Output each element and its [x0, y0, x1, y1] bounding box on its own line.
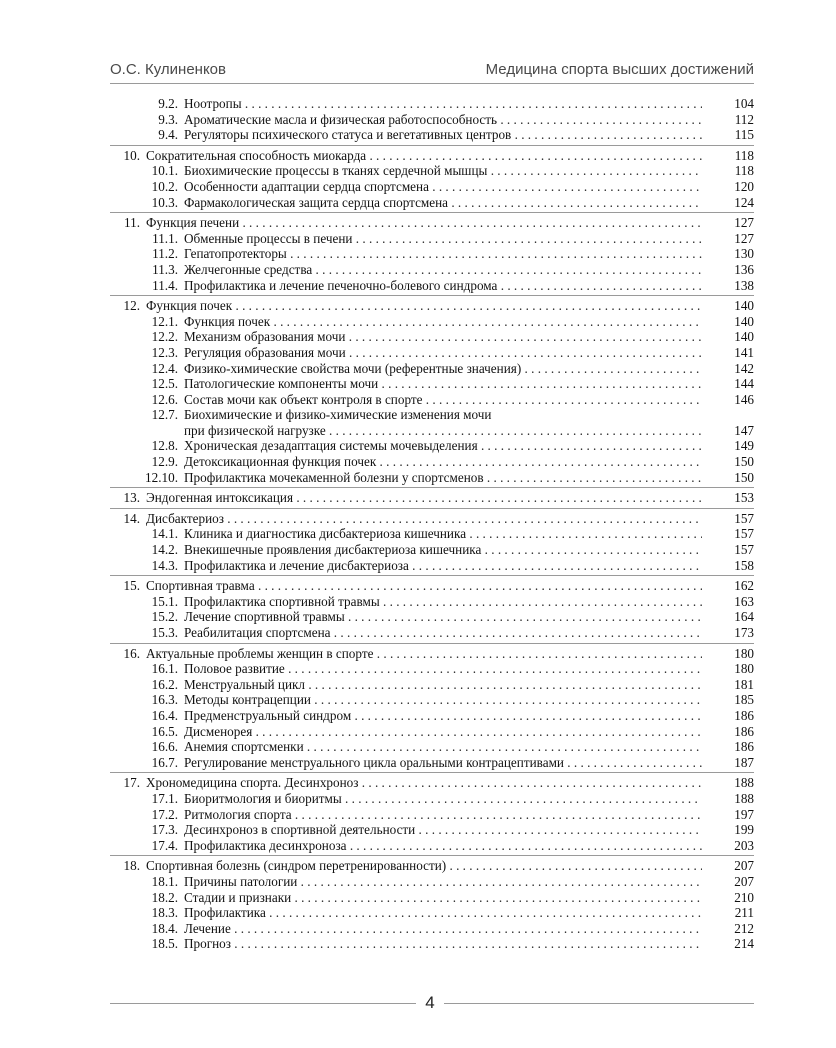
toc-entry-title: Стадии и признаки . . . [184, 890, 702, 906]
toc-section-row[interactable] [110, 407, 754, 423]
toc-entry-number: 12.3. [151, 344, 178, 360]
toc-entry-page: 187 [734, 754, 754, 770]
toc-entry-number: 10.3. [151, 194, 178, 210]
toc-entry-page: 127 [734, 215, 754, 231]
toc-section-row[interactable] [110, 890, 754, 906]
toc-entry-number: 15.2. [151, 609, 178, 625]
toc-entry-title: Профилактика . . . [184, 905, 702, 921]
toc-entry-title: Лечение . . . [184, 921, 702, 937]
toc-entry-page: 136 [734, 261, 754, 277]
toc-entry-page: 181 [734, 676, 754, 692]
toc-section-row[interactable] [110, 625, 754, 641]
toc-entry-title: Функция почек . . . [146, 298, 702, 314]
toc-entry-page: 127 [734, 230, 754, 246]
toc-entry-title: Дисменорея . . . [184, 724, 702, 740]
toc-entry-number: 13. [123, 490, 140, 506]
toc-entry-title: Ритмология спорта . . . [184, 807, 702, 823]
toc-entry-number: 17.1. [151, 790, 178, 806]
toc-section-row[interactable] [110, 822, 754, 838]
toc-entry-page: 104 [734, 96, 754, 111]
toc-entry-title: Реабилитация спортсмена . . . [184, 625, 702, 641]
toc-section-row[interactable] [110, 807, 754, 823]
toc-entry-title: Желчегонные средства . . . [184, 262, 702, 278]
toc-entry-number: 15.1. [151, 593, 178, 609]
toc-entry-title: Профилактика и лечение печеночно-болевого синдрома . . . [184, 278, 702, 294]
toc-entry-title: Эндогенная интоксикация . . . [146, 490, 702, 506]
toc-entry-number: 18.5. [151, 936, 178, 952]
toc-entry-page: 147 [734, 422, 754, 438]
toc-entry-page: 180 [734, 645, 754, 661]
running-header [110, 56, 754, 78]
toc-section-row[interactable] [110, 262, 754, 278]
toc-section-row[interactable] [110, 739, 754, 755]
toc-entry-page: 158 [734, 557, 754, 573]
toc-entry-title: Механизм образования мочи . . . [184, 329, 702, 345]
toc-entry-page: 149 [734, 438, 754, 454]
toc-section-row[interactable] [110, 195, 754, 211]
toc-entry-number: 12.8. [151, 438, 178, 454]
toc-section-row[interactable] [110, 838, 754, 854]
toc-entry-page: 150 [734, 454, 754, 470]
toc-entry-number: 18.4. [151, 920, 178, 936]
toc-entry-page: 180 [734, 661, 754, 677]
footer-rule-right [444, 1003, 754, 1004]
toc-entry-title: Функция печени . . . [146, 215, 702, 231]
toc-section-row[interactable] [110, 677, 754, 693]
toc-chapter-row[interactable] [110, 215, 754, 231]
toc-entry-page: 207 [734, 858, 754, 874]
toc-entry-page: 141 [734, 344, 754, 360]
toc-chapter-row[interactable] [110, 578, 754, 594]
toc-entry-number: 14. [123, 510, 140, 526]
toc-entry-page: 203 [734, 837, 754, 853]
toc-entry-page: 212 [734, 920, 754, 936]
toc-entry-title: Методы контрацепции . . . [184, 692, 702, 708]
toc-entry-number: 12.5. [151, 376, 178, 392]
toc-section-row[interactable] [110, 558, 754, 574]
toc-entry-page: 185 [734, 692, 754, 708]
toc-entry-page: 186 [734, 739, 754, 755]
toc-entry-number: 12.1. [151, 313, 178, 329]
toc-section-row[interactable] [110, 905, 754, 921]
toc-entry-number: 10.2. [151, 178, 178, 194]
toc-section-row[interactable] [110, 345, 754, 361]
toc-section-row[interactable] [110, 392, 754, 408]
toc-entry-title: Фармакологическая защита сердца спортсмена . . . [184, 195, 702, 211]
toc-entry-number: 12.2. [151, 329, 178, 345]
toc-section-row[interactable] [110, 179, 754, 195]
toc-entry-number: 11.1. [152, 230, 178, 246]
toc-entry-number: 12.4. [151, 360, 178, 376]
toc-entry-number: 18.2. [151, 889, 178, 905]
toc-entry-number: 9.2. [158, 96, 178, 111]
toc-section-row[interactable] [110, 423, 754, 439]
toc-entry-title: Ароматические масла и физическая работоспособность . . . [184, 112, 702, 128]
toc-section-row[interactable] [110, 542, 754, 558]
footer-rule-left [110, 1003, 416, 1004]
toc-entry-number: 16.7. [151, 754, 178, 770]
toc-entry-title: Спортивная травма . . . [146, 578, 702, 594]
toc-section-row[interactable] [110, 470, 754, 486]
toc-section-row[interactable] [110, 438, 754, 454]
toc-entry-page: 188 [734, 790, 754, 806]
toc-entry-number: 18. [123, 858, 140, 874]
toc-entry-page: 199 [734, 822, 754, 838]
toc-entry-number: 9.3. [158, 111, 178, 127]
toc-entry-page: 157 [734, 510, 754, 526]
toc-entry-number: 11.4. [152, 277, 178, 293]
toc-entry-page: 140 [734, 298, 754, 314]
page-number: 4 [425, 993, 435, 1012]
toc-entry-number: 18.1. [151, 873, 178, 889]
toc-entry-number: 17.4. [151, 837, 178, 853]
toc-entry-page: 210 [734, 889, 754, 905]
toc-section-row[interactable] [110, 163, 754, 179]
toc-entry-page: 140 [734, 329, 754, 345]
toc-entry-page: 211 [734, 905, 754, 921]
toc-entry-page: 118 [734, 163, 754, 179]
toc-entry-number: 16.3. [151, 692, 178, 708]
toc-entry-title: Хрономедицина спорта. Десинхроноз . . . [146, 775, 702, 791]
toc-chapter-row[interactable] [110, 858, 754, 874]
toc-section-row[interactable] [110, 231, 754, 247]
toc-chapter-row[interactable] [110, 775, 754, 791]
toc-entry-page: 150 [734, 469, 754, 485]
toc-entry-number: 9.4. [158, 127, 178, 143]
toc-entry-page: 138 [734, 277, 754, 293]
toc-entry-page: 188 [734, 775, 754, 791]
toc-entry-title: Прогноз . . . [184, 936, 702, 952]
toc-section-row[interactable] [110, 454, 754, 470]
toc-entry-title: Особенности адаптации сердца спортсмена . . . [184, 179, 702, 195]
toc-entry-title: Предменструальный синдром . . . [184, 708, 702, 724]
toc-entry-number: 15. [123, 578, 140, 594]
toc-entry-page: 173 [734, 625, 754, 640]
toc-section-row[interactable] [110, 609, 754, 625]
toc-section-row[interactable] [110, 724, 754, 740]
toc-section-row[interactable] [110, 246, 754, 262]
toc-entry-title: Клиника и диагностика дисбактериоза кишечника . . . [184, 526, 702, 542]
toc-section-row[interactable] [110, 526, 754, 542]
toc-entry-page: 186 [734, 723, 754, 739]
toc-section-row[interactable] [110, 661, 754, 677]
toc-entry-number: 15.3. [151, 625, 178, 640]
toc-chapter-row[interactable] [110, 298, 754, 314]
toc-entry-page: 115 [734, 127, 754, 143]
toc-entry-page: 157 [734, 542, 754, 558]
toc-entry-number: 16.4. [151, 707, 178, 723]
toc-entry-number: 11.2. [152, 246, 178, 262]
toc-entry-number: 12. [123, 298, 140, 314]
toc-section-row[interactable] [110, 708, 754, 724]
toc-entry-title: Гепатопротекторы . . . [184, 246, 702, 262]
toc-entry-title: Актуальные проблемы женщин в спорте . . . [146, 646, 702, 662]
toc-section-row[interactable] [110, 376, 754, 392]
toc-entry-number: 12.9. [151, 454, 178, 470]
toc-entry-title: Детоксикационная функция почек . . . [184, 454, 702, 470]
toc-entry-number: 12.10. [145, 469, 178, 485]
toc-entry-title: Регуляторы психического статуса и вегетативных центров . . . [184, 127, 702, 143]
toc-entry-page: 214 [734, 936, 754, 952]
toc-entry-page: 120 [734, 178, 754, 194]
toc-chapter-row[interactable] [110, 490, 754, 506]
header-author: О.С. Кулиненков [110, 61, 226, 78]
toc-entry-page: 162 [734, 578, 754, 594]
toc-entry-page: 146 [734, 391, 754, 407]
toc-entry-title: Десинхроноз в спортивной деятельности . . . [184, 822, 702, 838]
toc-entry-number: 17.2. [151, 806, 178, 822]
toc-entry-page: 186 [734, 707, 754, 723]
toc-section-row[interactable] [110, 278, 754, 294]
toc-entry-number: 10. [123, 147, 140, 163]
toc-entry-number: 16.6. [151, 739, 178, 755]
toc-entry-title: Лечение спортивной травмы . . . [184, 609, 702, 625]
toc-entry-title: Хроническая дезадаптация системы мочевыделения . . . [184, 438, 702, 454]
toc-entry-title: Регуляция образования мочи . . . [184, 345, 702, 361]
toc-entry-page: 164 [734, 609, 754, 625]
toc-section-row[interactable] [110, 112, 754, 128]
toc-entry-title: Сократительная способность миокарда . . . [146, 148, 702, 164]
toc-entry-page: 153 [734, 490, 754, 506]
toc-entry-page: 207 [734, 873, 754, 889]
toc-entry-number: 17.3. [151, 822, 178, 838]
toc-entry-number: 16.1. [151, 661, 178, 677]
toc-entry-page: 197 [734, 806, 754, 822]
toc-entry-page: 144 [734, 376, 754, 392]
toc-entry-title: Физико-химические свойства мочи (референтные значения) . . . [184, 361, 702, 377]
toc-entry-page: 130 [734, 246, 754, 262]
toc-entry-title: Причины патологии . . . [184, 874, 702, 890]
toc-section-row[interactable] [110, 594, 754, 610]
toc-section-row[interactable] [110, 874, 754, 890]
toc-entry-number: 14.1. [151, 526, 178, 542]
toc-section-row[interactable] [110, 692, 754, 708]
toc-chapter-row[interactable] [110, 646, 754, 662]
toc-chapter-row[interactable] [110, 511, 754, 527]
toc-entry-number: 12.7. [151, 407, 178, 423]
table-of-contents [110, 96, 754, 952]
toc-entry-number: 17. [123, 775, 140, 791]
toc-entry-number: 11. [124, 215, 140, 231]
toc-entry-title: Половое развитие . . . [184, 661, 702, 677]
toc-entry-page: 142 [734, 360, 754, 376]
toc-entry-page: 157 [734, 526, 754, 542]
toc-section-row[interactable] [110, 127, 754, 143]
toc-entry-page: 112 [734, 111, 754, 127]
toc-section-row[interactable] [110, 921, 754, 937]
toc-section-row[interactable] [110, 96, 754, 112]
toc-entry-title: Спортивная болезнь (синдром перетренированности) . . . [146, 858, 702, 874]
toc-entry-number: 18.3. [151, 905, 178, 921]
toc-entry-page: 124 [734, 194, 754, 210]
toc-entry-number: 12.6. [151, 391, 178, 407]
toc-entry-page: 163 [734, 593, 754, 609]
toc-entry-title: Внекишечные проявления дисбактериоза кишечника . . . [184, 542, 702, 558]
toc-entry-title: Состав мочи как объект контроля в спорте . . . [184, 392, 702, 408]
toc-entry-title: Анемия спортсменки . . . [184, 739, 702, 755]
toc-entry-page: 140 [734, 313, 754, 329]
toc-entry-number: 16. [123, 645, 140, 661]
toc-section-row[interactable] [110, 329, 754, 345]
toc-entry-number: 10.1. [151, 163, 178, 179]
header-rule [110, 83, 754, 84]
toc-entry-title: Функция почек . . . [184, 314, 702, 330]
toc-section-row[interactable] [110, 755, 754, 771]
toc-entry-title: Патологические компоненты мочи . . . [184, 376, 702, 392]
toc-entry-title: Менструальный цикл . . . [184, 677, 702, 693]
toc-entry-title: Биохимические процессы в тканях сердечной мышцы . . . [184, 163, 702, 179]
toc-entry-title: Профилактика десинхроноза . . . [184, 838, 702, 854]
toc-entry-title: Биоритмология и биоритмы . . . [184, 791, 702, 807]
toc-entry-number: 14.3. [151, 557, 178, 573]
toc-entry-title: Профилактика спортивной травмы . . . [184, 594, 702, 610]
toc-section-row[interactable] [110, 791, 754, 807]
header-book-title: Медицина спорта высших достижений [485, 61, 754, 78]
toc-entry-page: 118 [734, 147, 754, 163]
toc-entry-title: Профилактика мочекаменной болезни у спортсменов . . . [184, 470, 702, 486]
toc-entry-number: 16.2. [151, 676, 178, 692]
toc-section-row[interactable] [110, 361, 754, 377]
toc-entry-title: Биохимические и физико-химические изменения мочи [184, 407, 492, 423]
toc-chapter-row[interactable] [110, 148, 754, 164]
toc-entry-title: при физической нагрузке . . . [184, 423, 702, 439]
toc-section-row[interactable] [110, 936, 754, 952]
toc-entry-number: 11.3. [152, 261, 178, 277]
toc-entry-title: Регулирование менструального цикла оральными контрацептивами . . . [184, 755, 702, 771]
toc-entry-title: Дисбактериоз . . . [146, 511, 702, 527]
toc-section-row[interactable] [110, 314, 754, 330]
toc-entry-title: Обменные процессы в печени . . . [184, 231, 702, 247]
toc-entry-title: Ноотропы . . . [184, 96, 702, 112]
toc-entry-number: 14.2. [151, 542, 178, 558]
toc-entry-title: Профилактика и лечение дисбактериоза . . . [184, 558, 702, 574]
toc-entry-number: 16.5. [151, 723, 178, 739]
